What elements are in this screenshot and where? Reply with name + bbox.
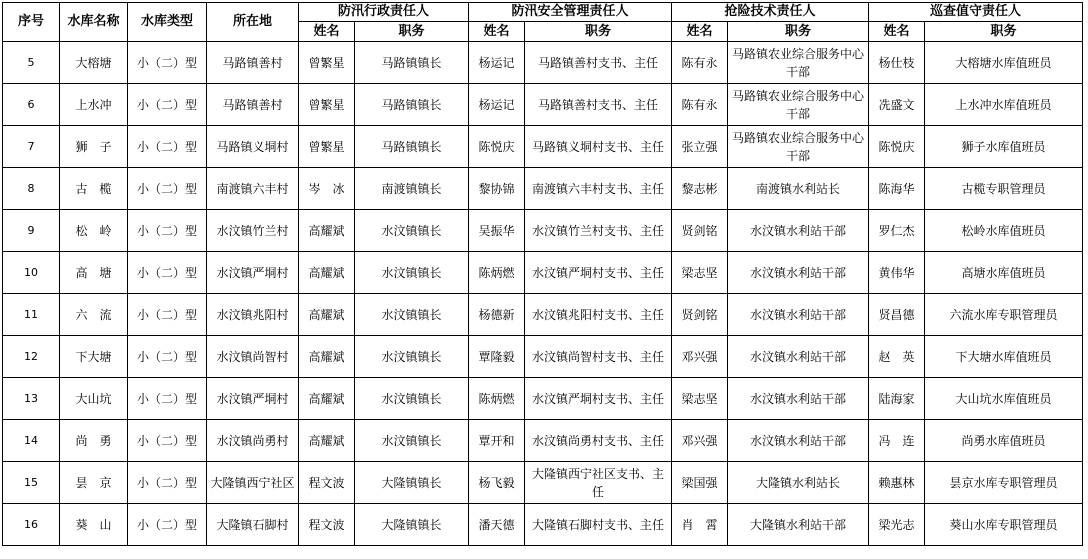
cell-tech-name: 黎志彬 xyxy=(672,168,728,210)
cell-safety-position: 马路镇善村支书、主任 xyxy=(525,42,672,84)
cell-reservoir-type: 小（二）型 xyxy=(128,126,207,168)
cell-admin-position: 马路镇镇长 xyxy=(355,42,469,84)
cell-patrol-position: 下大塘水库值班员 xyxy=(925,336,1083,378)
cell-admin-name: 岑 冰 xyxy=(299,168,355,210)
cell-safety-position: 水汶镇竹兰村支书、主任 xyxy=(525,210,672,252)
header-row-group xyxy=(3,3,1083,22)
cell-patrol-name: 陈海华 xyxy=(869,168,925,210)
cell-location: 水汶镇尚勇村 xyxy=(207,420,299,462)
cell-patrol-position: 大榕塘水库值班员 xyxy=(925,42,1083,84)
cell-location: 南渡镇六丰村 xyxy=(207,168,299,210)
cell-tech-name: 梁志坚 xyxy=(672,252,728,294)
cell-safety-name: 杨德新 xyxy=(469,294,525,336)
cell-patrol-position: 高塘水库值班员 xyxy=(925,252,1083,294)
cell-patrol-position: 上水冲水库值班员 xyxy=(925,84,1083,126)
table-row xyxy=(3,336,1083,378)
cell-tech-position: 水汶镇水利站干部 xyxy=(728,420,869,462)
cell-safety-position: 水汶镇严垌村支书、主任 xyxy=(525,378,672,420)
cell-patrol-name: 赵 英 xyxy=(869,336,925,378)
cell-admin-name: 高耀斌 xyxy=(299,210,355,252)
cell-reservoir-type: 小（二）型 xyxy=(128,336,207,378)
cell-tech-name: 邓兴强 xyxy=(672,336,728,378)
cell-location: 水汶镇兆阳村 xyxy=(207,294,299,336)
table-row xyxy=(3,504,1083,546)
cell-safety-name: 陈悦庆 xyxy=(469,126,525,168)
cell-index: 8 xyxy=(3,168,60,210)
cell-patrol-position: 葵山水库专职管理员 xyxy=(925,504,1083,546)
cell-safety-name: 覃隆毅 xyxy=(469,336,525,378)
cell-location: 大隆镇西宁社区 xyxy=(207,462,299,504)
cell-safety-name: 覃开和 xyxy=(469,420,525,462)
header-location: 所在地 xyxy=(207,3,299,42)
cell-safety-name: 陈炳燃 xyxy=(469,378,525,420)
cell-patrol-name: 黄伟华 xyxy=(869,252,925,294)
cell-safety-position: 水汶镇严垌村支书、主任 xyxy=(525,252,672,294)
cell-patrol-position: 昙京水库专职管理员 xyxy=(925,462,1083,504)
cell-admin-position: 水汶镇镇长 xyxy=(355,210,469,252)
cell-reservoir-name: 下大塘 xyxy=(60,336,128,378)
table-row xyxy=(3,378,1083,420)
cell-safety-position: 马路镇善村支书、主任 xyxy=(525,84,672,126)
cell-location: 水汶镇尚智村 xyxy=(207,336,299,378)
cell-reservoir-type: 小（二）型 xyxy=(128,504,207,546)
cell-patrol-name: 赖惠林 xyxy=(869,462,925,504)
cell-reservoir-type: 小（二）型 xyxy=(128,462,207,504)
cell-tech-name: 陈有永 xyxy=(672,42,728,84)
cell-admin-position: 马路镇镇长 xyxy=(355,126,469,168)
cell-safety-position: 南渡镇六丰村支书、主任 xyxy=(525,168,672,210)
cell-location: 大隆镇石脚村 xyxy=(207,504,299,546)
cell-admin-position: 水汶镇镇长 xyxy=(355,294,469,336)
cell-admin-name: 高耀斌 xyxy=(299,252,355,294)
cell-reservoir-type: 小（二）型 xyxy=(128,84,207,126)
table-row xyxy=(3,252,1083,294)
header-tech-name: 姓名 xyxy=(672,22,728,42)
cell-index: 12 xyxy=(3,336,60,378)
cell-admin-position: 水汶镇镇长 xyxy=(355,420,469,462)
cell-admin-position: 水汶镇镇长 xyxy=(355,378,469,420)
cell-patrol-position: 狮子水库值班员 xyxy=(925,126,1083,168)
cell-index: 14 xyxy=(3,420,60,462)
cell-reservoir-name: 昙 京 xyxy=(60,462,128,504)
cell-location: 水汶镇严垌村 xyxy=(207,252,299,294)
cell-reservoir-type: 小（二）型 xyxy=(128,378,207,420)
table-row xyxy=(3,210,1083,252)
cell-admin-position: 大隆镇镇长 xyxy=(355,504,469,546)
cell-reservoir-name: 古 榄 xyxy=(60,168,128,210)
cell-admin-position: 水汶镇镇长 xyxy=(355,336,469,378)
cell-tech-position: 大隆镇水利站长 xyxy=(728,462,869,504)
cell-admin-position: 马路镇镇长 xyxy=(355,84,469,126)
cell-reservoir-name: 松 岭 xyxy=(60,210,128,252)
cell-safety-position: 水汶镇兆阳村支书、主任 xyxy=(525,294,672,336)
cell-safety-name: 杨飞毅 xyxy=(469,462,525,504)
cell-safety-name: 陈炳燃 xyxy=(469,252,525,294)
table-row xyxy=(3,84,1083,126)
cell-location: 马路镇义垌村 xyxy=(207,126,299,168)
cell-tech-name: 梁国强 xyxy=(672,462,728,504)
cell-tech-position: 水汶镇水利站干部 xyxy=(728,252,869,294)
table-row xyxy=(3,420,1083,462)
cell-index: 15 xyxy=(3,462,60,504)
header-patrol-name: 姓名 xyxy=(869,22,925,42)
cell-tech-position: 水汶镇水利站干部 xyxy=(728,210,869,252)
cell-safety-name: 吴振华 xyxy=(469,210,525,252)
cell-patrol-name: 罗仁杰 xyxy=(869,210,925,252)
header-tech-responsible: 抢险技术责任人 xyxy=(672,3,869,22)
cell-tech-name: 贤剑铭 xyxy=(672,294,728,336)
cell-admin-name: 高耀斌 xyxy=(299,294,355,336)
cell-tech-name: 梁志坚 xyxy=(672,378,728,420)
header-safety-name: 姓名 xyxy=(469,22,525,42)
cell-patrol-position: 尚勇水库值班员 xyxy=(925,420,1083,462)
cell-tech-position: 水汶镇水利站干部 xyxy=(728,336,869,378)
cell-index: 16 xyxy=(3,504,60,546)
cell-admin-name: 高耀斌 xyxy=(299,378,355,420)
header-tech-position: 职务 xyxy=(728,22,869,42)
cell-index: 7 xyxy=(3,126,60,168)
cell-safety-position: 水汶镇尚勇村支书、主任 xyxy=(525,420,672,462)
cell-safety-position: 马路镇义垌村支书、主任 xyxy=(525,126,672,168)
cell-admin-position: 大隆镇镇长 xyxy=(355,462,469,504)
cell-patrol-position: 松岭水库值班员 xyxy=(925,210,1083,252)
cell-tech-name: 肖 霄 xyxy=(672,504,728,546)
cell-admin-name: 程文波 xyxy=(299,462,355,504)
cell-index: 13 xyxy=(3,378,60,420)
cell-patrol-position: 大山坑水库值班员 xyxy=(925,378,1083,420)
cell-admin-name: 高耀斌 xyxy=(299,420,355,462)
cell-patrol-name: 陈悦庆 xyxy=(869,126,925,168)
table-row xyxy=(3,462,1083,504)
cell-index: 6 xyxy=(3,84,60,126)
cell-admin-name: 曾繁星 xyxy=(299,84,355,126)
cell-location: 水汶镇严垌村 xyxy=(207,378,299,420)
table-row xyxy=(3,168,1083,210)
header-index: 序号 xyxy=(3,3,60,42)
cell-admin-position: 南渡镇镇长 xyxy=(355,168,469,210)
cell-tech-position: 马路镇农业综合服务中心干部 xyxy=(728,126,869,168)
cell-patrol-name: 冼盛文 xyxy=(869,84,925,126)
header-safety-responsible: 防汛安全管理责任人 xyxy=(469,3,672,22)
cell-safety-position: 水汶镇尚智村支书、主任 xyxy=(525,336,672,378)
header-admin-responsible: 防汛行政责任人 xyxy=(299,3,469,22)
cell-patrol-name: 杨仕枝 xyxy=(869,42,925,84)
cell-safety-position: 大隆镇西宁社区支书、主任 xyxy=(525,462,672,504)
table-row xyxy=(3,294,1083,336)
cell-reservoir-name: 尚 勇 xyxy=(60,420,128,462)
cell-index: 5 xyxy=(3,42,60,84)
cell-tech-position: 南渡镇水利站长 xyxy=(728,168,869,210)
cell-safety-position: 大隆镇石脚村支书、主任 xyxy=(525,504,672,546)
cell-tech-name: 张立强 xyxy=(672,126,728,168)
cell-reservoir-name: 狮 子 xyxy=(60,126,128,168)
cell-reservoir-type: 小（二）型 xyxy=(128,420,207,462)
header-safety-position: 职务 xyxy=(525,22,672,42)
table-body xyxy=(3,42,1083,546)
cell-safety-name: 潘天德 xyxy=(469,504,525,546)
cell-admin-name: 曾繁星 xyxy=(299,126,355,168)
cell-tech-position: 水汶镇水利站干部 xyxy=(728,378,869,420)
cell-index: 9 xyxy=(3,210,60,252)
cell-tech-position: 马路镇农业综合服务中心干部 xyxy=(728,42,869,84)
cell-tech-position: 马路镇农业综合服务中心干部 xyxy=(728,84,869,126)
cell-tech-name: 贤剑铭 xyxy=(672,210,728,252)
cell-patrol-position: 六流水库专职管理员 xyxy=(925,294,1083,336)
cell-patrol-name: 冯 连 xyxy=(869,420,925,462)
table-row xyxy=(3,42,1083,84)
cell-index: 11 xyxy=(3,294,60,336)
header-admin-position: 职务 xyxy=(355,22,469,42)
cell-patrol-name: 梁光志 xyxy=(869,504,925,546)
cell-admin-name: 曾繁星 xyxy=(299,42,355,84)
cell-patrol-name: 贤昌德 xyxy=(869,294,925,336)
cell-admin-position: 水汶镇镇长 xyxy=(355,252,469,294)
table-row xyxy=(3,126,1083,168)
header-patrol-position: 职务 xyxy=(925,22,1083,42)
header-admin-name: 姓名 xyxy=(299,22,355,42)
cell-reservoir-type: 小（二）型 xyxy=(128,252,207,294)
cell-location: 水汶镇竹兰村 xyxy=(207,210,299,252)
cell-tech-name: 陈有永 xyxy=(672,84,728,126)
cell-reservoir-type: 小（二）型 xyxy=(128,210,207,252)
cell-safety-name: 杨运记 xyxy=(469,42,525,84)
cell-admin-name: 程文波 xyxy=(299,504,355,546)
cell-reservoir-type: 小（二）型 xyxy=(128,42,207,84)
cell-admin-name: 高耀斌 xyxy=(299,336,355,378)
cell-index: 10 xyxy=(3,252,60,294)
cell-reservoir-name: 葵 山 xyxy=(60,504,128,546)
cell-patrol-position: 古榄专职管理员 xyxy=(925,168,1083,210)
cell-reservoir-name: 大榕塘 xyxy=(60,42,128,84)
cell-tech-position: 水汶镇水利站干部 xyxy=(728,294,869,336)
cell-tech-position: 大隆镇水利站干部 xyxy=(728,504,869,546)
cell-reservoir-type: 小（二）型 xyxy=(128,294,207,336)
cell-patrol-name: 陆海家 xyxy=(869,378,925,420)
cell-reservoir-name: 高 塘 xyxy=(60,252,128,294)
reservoir-responsibility-table xyxy=(2,2,1083,546)
cell-location: 马路镇善村 xyxy=(207,84,299,126)
header-reservoir-name: 水库名称 xyxy=(60,3,128,42)
cell-location: 马路镇善村 xyxy=(207,42,299,84)
header-patrol-responsible: 巡查值守责任人 xyxy=(869,3,1083,22)
header-reservoir-type: 水库类型 xyxy=(128,3,207,42)
cell-reservoir-type: 小（二）型 xyxy=(128,168,207,210)
cell-reservoir-name: 六 流 xyxy=(60,294,128,336)
cell-tech-name: 邓兴强 xyxy=(672,420,728,462)
cell-reservoir-name: 大山坑 xyxy=(60,378,128,420)
cell-safety-name: 杨运记 xyxy=(469,84,525,126)
cell-reservoir-name: 上水冲 xyxy=(60,84,128,126)
cell-safety-name: 黎协锦 xyxy=(469,168,525,210)
